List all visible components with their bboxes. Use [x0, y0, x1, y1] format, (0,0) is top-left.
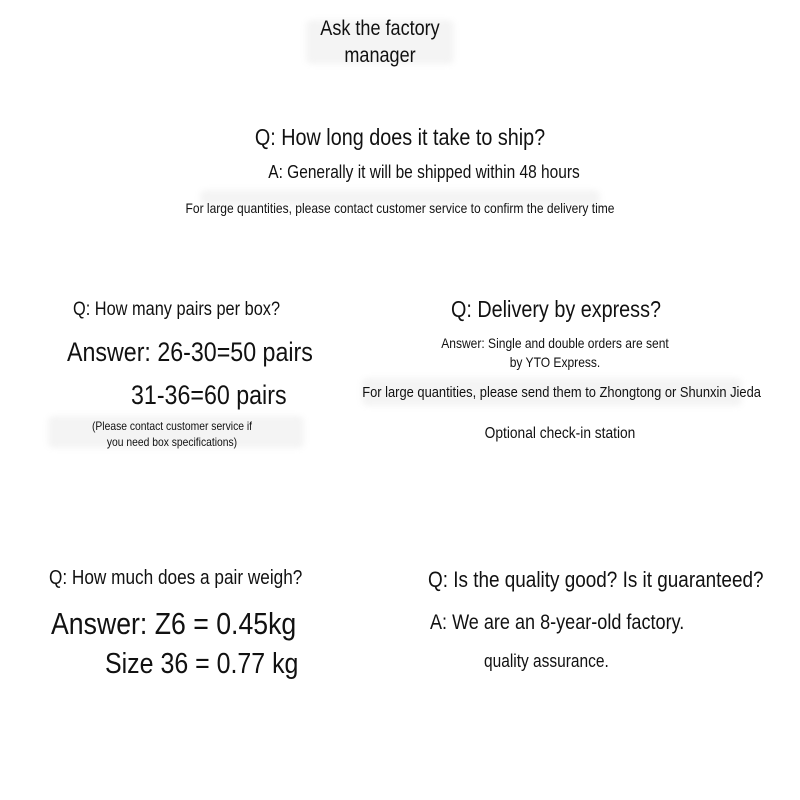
page-title-line2: manager	[344, 44, 416, 67]
box-question: Q: How many pairs per box?	[73, 299, 281, 320]
express-answer-line2: by YTO Express.	[509, 354, 601, 370]
express-note: For large quantities, please send them to Zhongtong or Shunxin Jieda	[362, 384, 761, 401]
quality-question: Q: Is the quality good? Is it guaranteed?	[428, 567, 764, 592]
box-answer-line2: 31-36=60 pairs	[131, 380, 287, 410]
express-station: Optional check-in station	[484, 425, 636, 442]
ship-answer: A: Generally it will be shipped within 48 hours	[268, 162, 580, 182]
box-answer-line1: Answer: 26-30=50 pairs	[67, 337, 313, 367]
express-answer-line1: Answer: Single and double orders are sent	[441, 335, 669, 351]
quality-answer-line1: A: We are an 8-year-old factory.	[430, 611, 685, 634]
quality-answer-line2: quality assurance.	[484, 651, 609, 671]
box-note-line1: (Please contact customer service if	[91, 419, 253, 433]
express-question: Q: Delivery by express?	[451, 296, 661, 322]
weight-question: Q: How much does a pair weigh?	[49, 567, 303, 589]
ship-note: For large quantities, please contact customer service to confirm the delivery time	[185, 200, 615, 216]
weight-answer-line1: Answer: Z6 = 0.45kg	[51, 606, 297, 641]
weight-answer-line2: Size 36 = 0.77 kg	[105, 648, 299, 680]
ship-question: Q: How long does it take to ship?	[254, 124, 546, 150]
box-note-line2: you need box specifications)	[106, 435, 238, 449]
page-title-line1: Ask the factory	[320, 17, 440, 40]
